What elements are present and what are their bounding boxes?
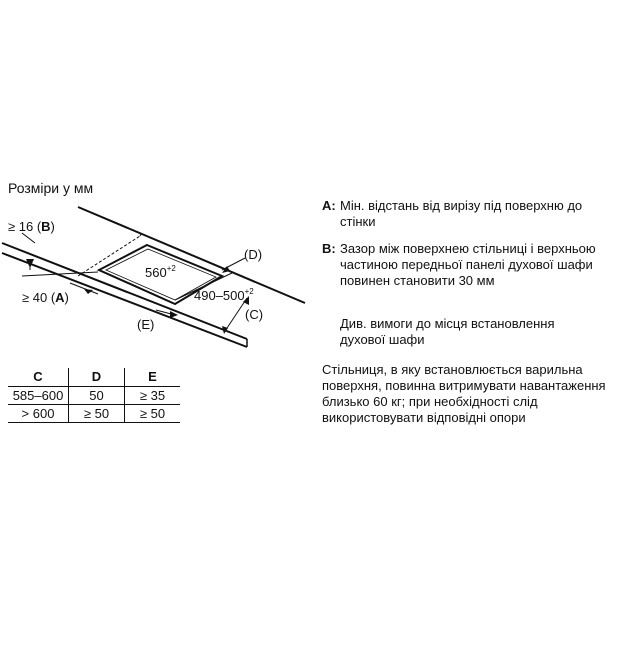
table-cell: 50 [69, 387, 125, 405]
label-e: (E) [137, 317, 155, 332]
label-d: (D) [244, 247, 263, 262]
table-cell: ≥ 50 [69, 405, 125, 423]
table-row [8, 387, 180, 405]
legend-item-a [322, 198, 612, 230]
countertop-back-edge [78, 207, 305, 303]
label-a: ≥ 40 (A) [22, 290, 69, 305]
legend-key-b: B: [322, 241, 336, 256]
dimensions-title: Розміри у мм [8, 180, 94, 196]
legend-text-a: Мін. відстань від вирізу під поверхню до стінки [340, 198, 583, 229]
header-e: E [125, 368, 181, 387]
label-b: ≥ 16 (B) [8, 219, 55, 234]
label-width: $560^{+2}$ [145, 264, 176, 280]
table-cell: > 600 [8, 405, 69, 423]
dashed-guide [78, 236, 140, 276]
header-d: D [69, 368, 125, 387]
label-c: (C) [245, 307, 264, 322]
legend-key-a: A: [322, 198, 336, 213]
oven-requirements-note: Див. вимоги до місця встановлення духової шафи [340, 316, 555, 347]
table-header-row [8, 368, 180, 387]
table-cell: ≥ 35 [125, 387, 181, 405]
dim-b-leader [22, 233, 35, 243]
legend-item-b [322, 241, 612, 289]
clearance-table [8, 368, 180, 423]
label-depth: $490-500^{+2}$ [194, 287, 254, 303]
countertop-load-note: Стільниця, в яку встановлюється варильна поверхня, повинна витримувати навантаження близько 60 кг; при необхідності слід використовувати відповідні опори [322, 362, 606, 425]
legend-text-b: Зазор між поверхнею стільниці і верхньою частиною передньої панелі духової шафи повинен становити 30 мм [340, 241, 596, 288]
table-cell: 585–600 [8, 387, 69, 405]
table-row [8, 405, 180, 423]
table-cell: ≥ 50 [125, 405, 181, 423]
header-c: C [8, 368, 69, 387]
